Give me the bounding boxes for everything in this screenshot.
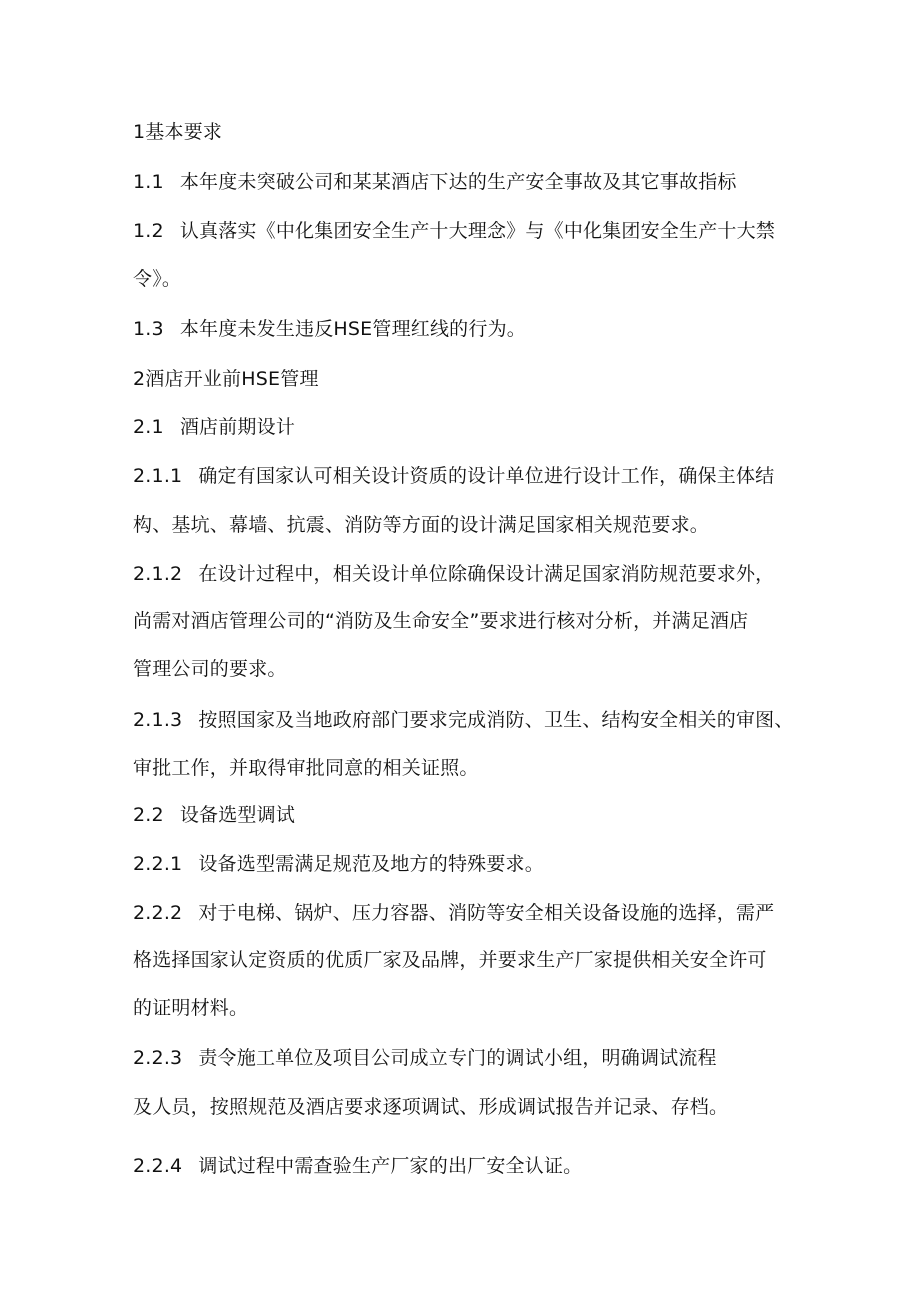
item-1-2-continued [133, 267, 181, 291]
item-number: 2.2.4 [133, 1155, 183, 1177]
item-number: 2.2.3 [133, 1047, 183, 1069]
item-2-1 [133, 415, 295, 439]
item-2-2-3 [133, 1046, 717, 1070]
line-text: 按照国家及当地政府部门要求完成消防、卫生、结构安全相关的审图、 [198, 709, 794, 731]
line-text: 审批工作，并取得审批同意的相关证照。 [133, 757, 479, 779]
line-text: 调试过程中需查验生产厂家的出厂安全认证。 [198, 1155, 583, 1177]
item-number: 1.3 [133, 318, 164, 340]
item-2-2-2 [133, 901, 774, 925]
line-text: 认真落实《中化集团安全生产十大理念》与《中化集团安全生产十大禁 [179, 220, 776, 242]
item-2-1-2-continued-2 [133, 657, 287, 681]
item-2-1-2-continued-1 [133, 609, 748, 633]
line-text: 令》。 [133, 268, 182, 290]
item-2-1-1 [133, 464, 774, 488]
item-1-1 [133, 170, 737, 194]
line-text: 2酒店开业前HSE管理 [133, 368, 319, 390]
item-number: 2.1.3 [133, 709, 183, 731]
item-1-2 [133, 219, 775, 243]
item-2-1-3 [133, 708, 794, 732]
item-2-2-2-continued-1 [133, 948, 767, 972]
line-text: 格选择国家认定资质的优质厂家及品牌，并要求生产厂家提供相关安全许可 [133, 949, 767, 971]
line-text: 在设计过程中，相关设计单位除确保设计满足国家消防规范要求外， [198, 563, 775, 585]
item-number: 2.2 [133, 804, 164, 826]
line-text: 确定有国家认可相关设计资质的设计单位进行设计工作，确保主体结 [198, 465, 775, 487]
item-2-2-3-continued [133, 1095, 728, 1119]
line-text: 的证明材料。 [133, 997, 249, 1019]
item-number: 2.1.2 [133, 563, 183, 585]
item-2-2-4 [133, 1154, 582, 1178]
item-number: 2.2.1 [133, 853, 183, 875]
item-2-2 [133, 803, 295, 827]
line-text: 本年度未发生违反HSE管理红线的行为。 [179, 318, 526, 340]
item-number: 2.1.1 [133, 465, 183, 487]
heading-basic-requirements [133, 120, 222, 144]
line-text: 责令施工单位及项目公司成立专门的调试小组，明确调试流程 [198, 1047, 717, 1069]
item-number: 1.1 [133, 171, 164, 193]
line-text: 尚需对酒店管理公司的“消防及生命安全”要求进行核对分析，并满足酒店 [133, 610, 749, 632]
item-2-1-2 [133, 562, 774, 586]
item-2-1-3-continued [133, 756, 479, 780]
line-text: 设备选型调试 [179, 804, 296, 826]
item-2-2-1 [133, 852, 544, 876]
item-number: 2.2.2 [133, 902, 183, 924]
item-1-3 [133, 317, 526, 341]
line-text: 对于电梯、锅炉、压力容器、消防等安全相关设备设施的选择，需严 [198, 902, 775, 924]
line-text: 本年度未突破公司和某某酒店下达的生产安全事故及其它事故指标 [179, 171, 737, 193]
line-text: 及人员，按照规范及酒店要求逐项调试、形成调试报告并记录、存档。 [133, 1096, 729, 1118]
line-text: 构、基坑、幕墙、抗震、消防等方面的设计满足国家相关规范要求。 [133, 514, 710, 536]
heading-pre-opening-hse [133, 367, 319, 391]
line-text: 管理公司的要求。 [133, 658, 287, 680]
item-2-1-1-continued [133, 513, 709, 537]
line-text: 设备选型需满足规范及地方的特殊要求。 [198, 853, 544, 875]
line-text: 1基本要求 [133, 121, 223, 143]
item-number: 2.1 [133, 416, 164, 438]
line-text: 酒店前期设计 [179, 416, 296, 438]
item-2-2-2-continued-2 [133, 996, 248, 1020]
item-number: 1.2 [133, 220, 164, 242]
